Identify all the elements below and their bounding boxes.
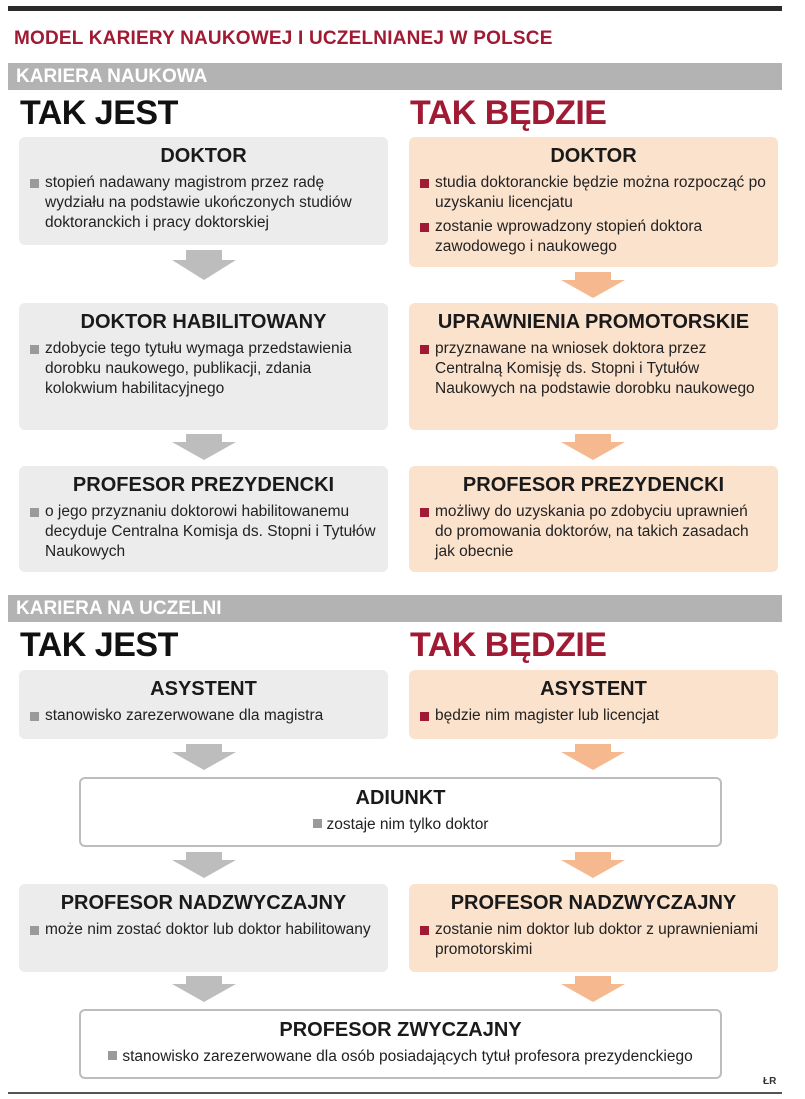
card-title: UPRAWNIENIA PROMOTORSKIE — [437, 311, 750, 333]
column-heading-will: TAK BĘDZIE — [410, 626, 607, 664]
list-item — [29, 502, 378, 562]
down-arrow-icon — [561, 434, 625, 464]
list-item — [29, 173, 378, 233]
item-text: stanowisko zarezerwowane dla magistra — [45, 707, 324, 724]
square-bullet-icon — [108, 1051, 117, 1060]
list-item — [29, 920, 378, 940]
card-now-asystent — [19, 670, 388, 739]
down-arrow-icon — [172, 434, 236, 464]
square-bullet-icon — [30, 508, 39, 517]
card-will-profesor-prezydencki — [409, 466, 778, 572]
down-arrow-icon — [561, 272, 625, 302]
down-arrow-icon — [172, 744, 236, 774]
card-title: PROFESOR ZWYCZAJNY — [279, 1019, 522, 1041]
card-title: PROFESOR NADZWYCZAJNY — [60, 892, 347, 914]
column-heading-will: TAK BĘDZIE — [410, 94, 607, 132]
section-bar-kariera-naukowa: KARIERA NAUKOWA — [8, 63, 782, 90]
card-now-profesor-prezydencki — [19, 466, 388, 572]
card-title: DOKTOR — [550, 145, 637, 167]
card-will-uprawnienia-promotorskie — [409, 303, 778, 430]
card-now-doktor-habilitowany — [19, 303, 388, 430]
card-title: ASYSTENT — [540, 678, 647, 700]
list-item — [419, 920, 768, 960]
card-will-asystent — [409, 670, 778, 739]
square-bullet-icon — [420, 345, 429, 354]
card-title: DOKTOR — [160, 145, 247, 167]
item-text: zdobycie tego tytułu wymaga przedstawienia dorobku naukowego, publikacji, zdania kolokwium habilitacyjnego — [45, 340, 352, 397]
down-arrow-icon — [561, 852, 625, 882]
item-text: przyznawane na wniosek doktora przez Centralną Komisję ds. Stopni i Tytułów Naukowych na podstawie dorobku naukowego — [435, 340, 755, 397]
down-arrow-icon — [172, 250, 236, 280]
card-title: DOKTOR HABILITOWANY — [80, 311, 327, 333]
down-arrow-icon — [172, 852, 236, 882]
infographic-title: MODEL KARIERY NAUKOWEJ I UCZELNIANEJ W POLSCE — [14, 28, 553, 49]
column-heading-now: TAK JEST — [20, 626, 178, 664]
down-arrow-icon — [172, 976, 236, 1006]
card-will-doktor — [409, 137, 778, 267]
author-credit: ŁR — [763, 1076, 777, 1087]
list-item — [29, 339, 378, 399]
item-text: zostanie wprowadzony stopień doktora zawodowego i naukowego — [435, 218, 703, 255]
item-text: będzie nim magister lub licencjat — [435, 707, 659, 724]
card-now-profesor-nadzwyczajny — [19, 884, 388, 972]
card-title: PROFESOR PREZYDENCKI — [72, 474, 335, 496]
square-bullet-icon — [30, 712, 39, 721]
square-bullet-icon — [420, 179, 429, 188]
list-item — [419, 339, 768, 399]
item-text: zostanie nim doktor lub doktor z uprawnieniami promotorskimi — [435, 921, 759, 958]
list-item — [419, 502, 768, 562]
square-bullet-icon — [420, 712, 429, 721]
top-rule — [8, 6, 782, 11]
list-item — [419, 173, 768, 213]
list-item — [91, 815, 710, 835]
item-text: może nim zostać doktor lub doktor habilitowany — [45, 921, 371, 938]
item-text: stopień nadawany magistrom przez radę wydziału na podstawie ukończonych studiów doktoranckich i pracy doktorskiej — [45, 174, 352, 231]
card-will-profesor-nadzwyczajny — [409, 884, 778, 972]
square-bullet-icon — [30, 926, 39, 935]
card-shared-adiunkt — [79, 777, 722, 847]
item-text: studia doktoranckie będzie można rozpocząć po uzyskaniu licencjatu — [435, 174, 766, 211]
card-shared-profesor-zwyczajny — [79, 1009, 722, 1079]
card-title: ADIUNKT — [355, 787, 446, 809]
card-now-doktor — [19, 137, 388, 245]
list-item — [419, 217, 768, 257]
item-text: o jego przyznaniu doktorowi habilitowanemu decyduje Centralna Komisja ds. Stopni i Tytułów Naukowych — [45, 503, 376, 560]
down-arrow-icon — [561, 744, 625, 774]
list-item — [419, 706, 768, 726]
item-text: możliwy do uzyskania po zdobyciu uprawnień do promowania doktorów, na takich zasadach jak obecnie — [435, 503, 749, 560]
item-text: stanowisko zarezerwowane dla osób posiadających tytuł profesora prezydenckiego — [122, 1048, 693, 1065]
list-item — [91, 1047, 710, 1067]
card-title: ASYSTENT — [150, 678, 257, 700]
column-heading-now: TAK JEST — [20, 94, 178, 132]
square-bullet-icon — [420, 508, 429, 517]
square-bullet-icon — [420, 223, 429, 232]
card-title: PROFESOR PREZYDENCKI — [462, 474, 725, 496]
square-bullet-icon — [30, 179, 39, 188]
bottom-rule — [8, 1092, 782, 1094]
square-bullet-icon — [30, 345, 39, 354]
card-title: PROFESOR NADZWYCZAJNY — [450, 892, 737, 914]
section-bar-kariera-na-uczelni: KARIERA NA UCZELNI — [8, 595, 782, 622]
square-bullet-icon — [420, 926, 429, 935]
list-item — [29, 706, 378, 726]
square-bullet-icon — [313, 819, 322, 828]
down-arrow-icon — [561, 976, 625, 1006]
item-text: zostaje nim tylko doktor — [326, 816, 489, 833]
